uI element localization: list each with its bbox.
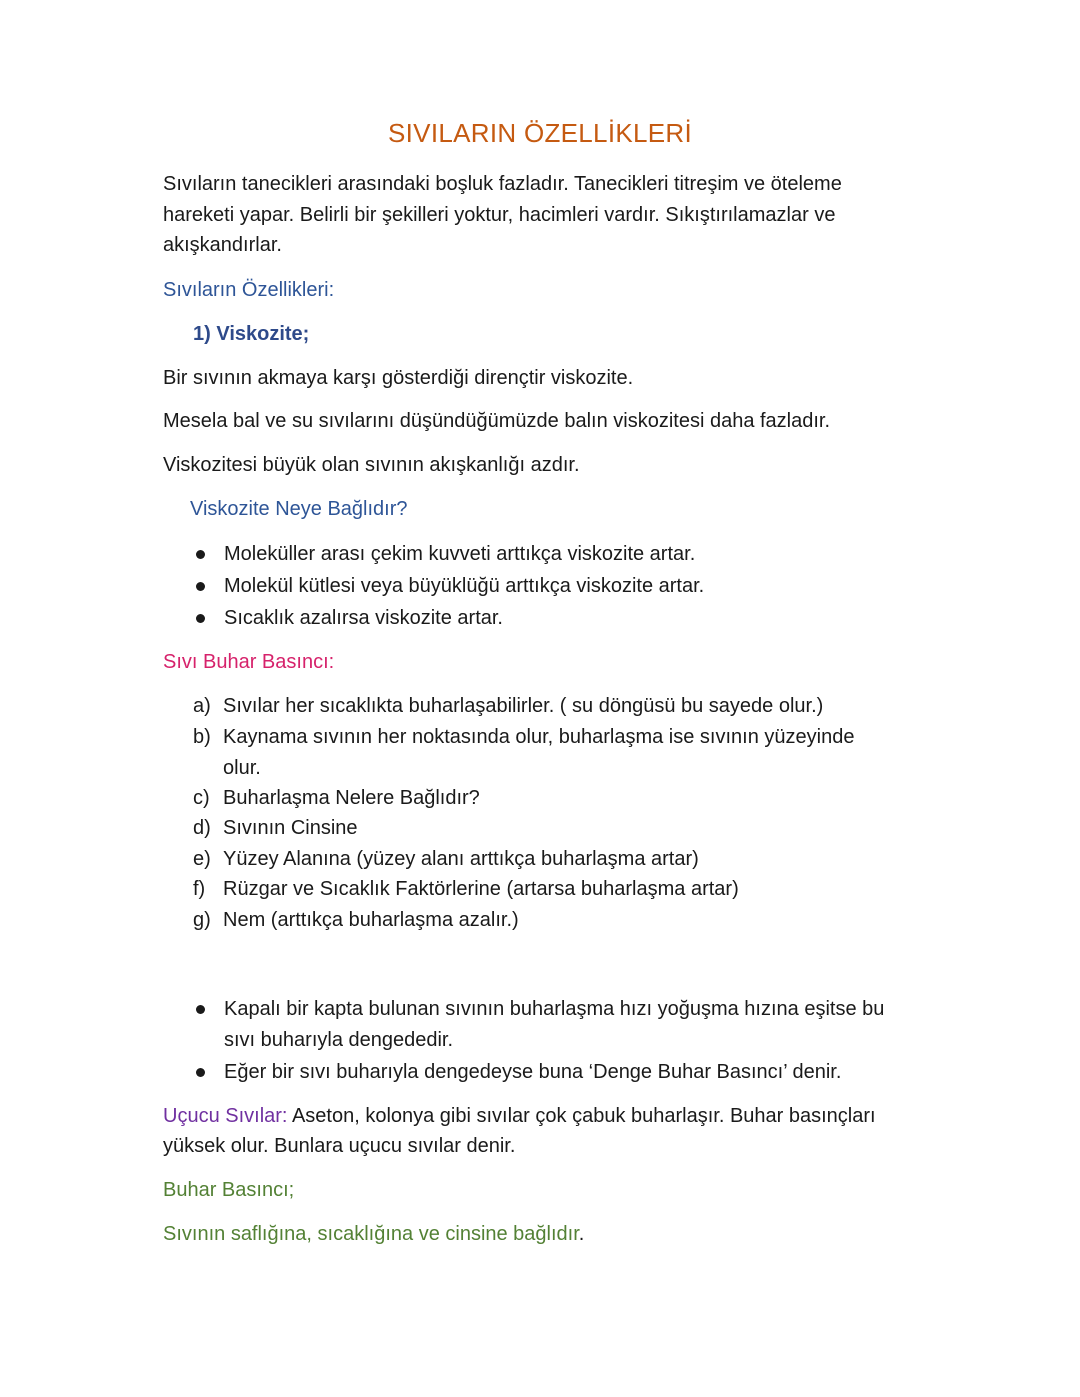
- viscosity-definition: Bir sıvının akmaya karşı gösterdiği dirençtir viskozite.: [163, 367, 634, 389]
- volatile-text-line-2: yüksek olur. Bunlara uçucu sıvılar denir.: [163, 1135, 516, 1157]
- volatile-text: Aseton, kolonya gibi sıvılar çok çabuk buharlaşır. Buhar basınçları: [287, 1105, 876, 1127]
- volatile-label: Uçucu Sıvılar:: [163, 1105, 288, 1127]
- bullet-icon: [196, 550, 205, 559]
- page-title: SIVILARIN ÖZELLİKLERİ: [388, 118, 692, 148]
- bullet-icon: [196, 582, 205, 591]
- bullet-icon: [196, 1068, 205, 1077]
- vapor-pressure-dep-text: Sıvının saflığına, sıcaklığına ve cinsine bağlıdır.: [163, 1223, 585, 1245]
- intro-line-3: akışkandırlar.: [163, 234, 282, 256]
- properties-heading: Sıvıların Özellikleri:: [163, 279, 335, 301]
- volatile-liquids-paragraph: [163, 1101, 876, 1132]
- viscosity-subheading: Viskozite Neye Bağlıdır?: [190, 498, 408, 520]
- viscosity-fluidity: Viskozitesi büyük olan sıvının akışkanlığı azdır.: [163, 454, 580, 476]
- viscosity-numbered-heading: 1) Viskozite;: [193, 323, 310, 345]
- bullet-icon: [196, 614, 205, 623]
- intro-line-1: Sıvıların tanecikleri arasındaki boşluk fazladır. Tanecikleri titreşim ve öteleme: [163, 173, 842, 195]
- vapor-pressure-heading: Sıvı Buhar Basıncı:: [163, 651, 335, 673]
- intro-line-2: hareketi yapar. Belirli bir şekilleri yoktur, hacimleri vardır. Sıkıştırılamazlar ve: [163, 204, 836, 226]
- viscosity-example: Mesela bal ve su sıvılarını düşündüğümüzde balın viskozitesi daha fazladır.: [163, 410, 831, 432]
- document-page: SIVILARIN ÖZELLİKLERİ Sıvıların tanecikleri arasındaki boşluk fazladır. Tanecikleri titreşim ve öteleme hareketi yapar. Belirli bir şekilleri yoktur, hacimleri vardır. Sıkıştırılamazlar ve akışkandırlar. Sıvıların Özellikleri: 1) Viskozite; Bir sıvının akmaya karşı gösterdiği dirençtir viskozite. Mesela bal ve su sıvılarını düşündüğümüzde balın viskozitesi daha fazladır. Viskozitesi büyük olan sıvının akışkanlığı azdır. Viskozite Neye Bağlıdır? Moleküller arası çekim kuvveti arttıkça viskozite artar. Molekül kütlesi veya büyüklüğü arttıkça viskozite artar. Sıcaklık azalırsa viskozite artar. Sıvı Buhar Basıncı: a) Sıvılar her sıcaklıkta buharlaşabilirler. ( su döngüsü bu sayede olur.) b) Kaynama sıvının her noktasında olur, buharlaşma ise sıvının yüzeyinde olur. c) Buharlaşma Nelere Bağlıdır? d) Sıvının Cinsine e) Yüzey Alanına (yüzey alanı arttıkça buharlaşma artar) f) Rüzgar ve Sıcaklık Faktörlerine (artarsa buharlaşma artar) g) Nem (arttıkça buharlaşma azalır.) Kapalı bir kapta bulunan sıvının buharlaşma hızı yoğuşma hızına eşitse bu sıvı buharıyla dengededir. Eğer bir sıvı buharıyla dengedeyse buna ‘Denge Buhar Basıncı’ denir. Uçucu Sıvılar: Aseton, kolonya gibi sıvılar çok çabuk buharlaşır. Buhar basınçları yüksek olur. Bunlara uçucu sıvılar denir. Buhar Basıncı; Sıvının saflığına, sıcaklığına ve cinsine bağlıdır.: [0, 0, 1080, 1397]
- bullet-icon: [196, 1005, 205, 1014]
- vapor-pressure-dep-heading: Buhar Basıncı;: [163, 1179, 295, 1201]
